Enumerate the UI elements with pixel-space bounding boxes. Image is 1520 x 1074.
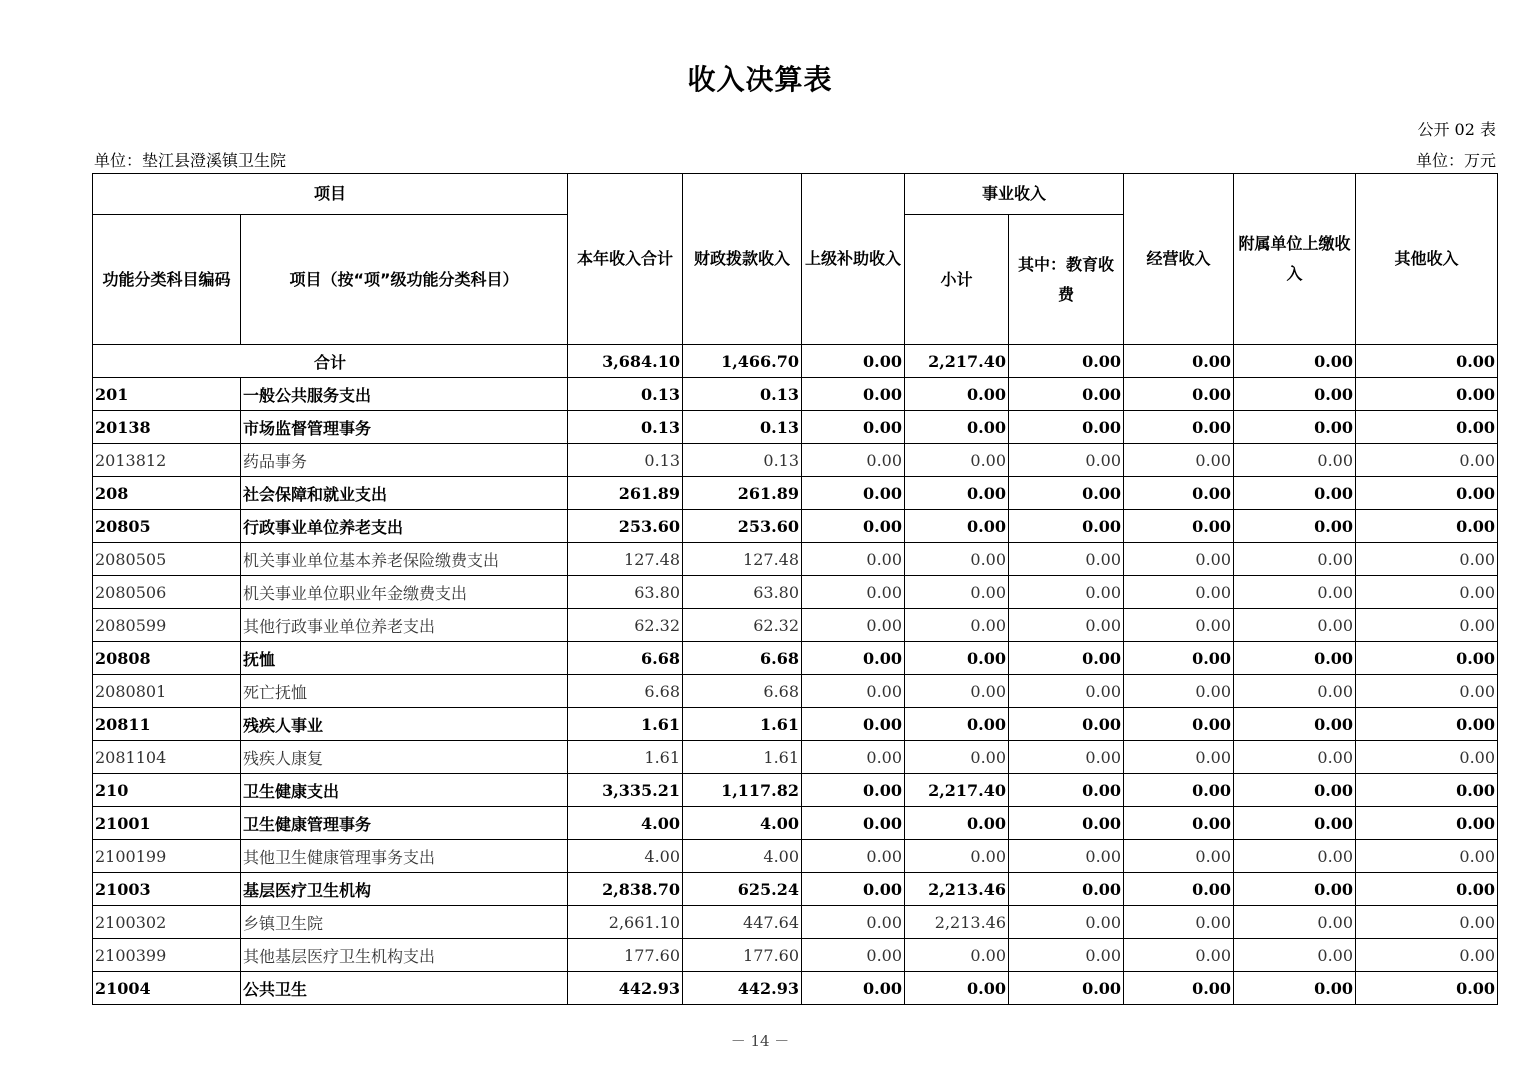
row-value: 0.00	[1356, 807, 1498, 840]
row-name: 机关事业单位职业年金缴费支出	[241, 576, 568, 609]
row-value: 442.93	[683, 972, 802, 1005]
row-value: 0.00	[1356, 939, 1498, 972]
row-value: 0.00	[905, 609, 1009, 642]
row-value: 1.61	[683, 708, 802, 741]
header-fiscal: 财政拨款收入	[683, 174, 802, 345]
total-cell: 1,466.70	[683, 345, 802, 378]
header-subtotal: 小计	[905, 215, 1009, 345]
row-value: 0.00	[802, 906, 905, 939]
row-value: 0.00	[1009, 642, 1124, 675]
table-row	[93, 708, 1498, 741]
row-value: 0.00	[1009, 972, 1124, 1005]
row-value: 177.60	[568, 939, 683, 972]
row-value: 0.00	[905, 444, 1009, 477]
row-code: 21003	[93, 873, 241, 906]
row-name: 其他卫生健康管理事务支出	[241, 840, 568, 873]
row-value: 0.00	[1124, 576, 1234, 609]
table-row	[93, 411, 1498, 444]
row-code: 2013812	[93, 444, 241, 477]
row-value: 0.00	[1009, 609, 1124, 642]
table-row	[93, 972, 1498, 1005]
row-name: 一般公共服务支出	[241, 378, 568, 411]
row-value: 0.00	[1234, 972, 1356, 1005]
header-superior: 上级补助收入	[802, 174, 905, 345]
row-value: 0.00	[802, 807, 905, 840]
row-value: 0.13	[683, 378, 802, 411]
row-value: 0.00	[802, 642, 905, 675]
row-value: 127.48	[568, 543, 683, 576]
row-value: 0.00	[802, 378, 905, 411]
total-cell: 0.00	[1124, 345, 1234, 378]
row-value: 0.00	[1356, 972, 1498, 1005]
row-value: 0.00	[1356, 741, 1498, 774]
total-cell: 0.00	[1009, 345, 1124, 378]
table-row	[93, 939, 1498, 972]
row-value: 0.00	[1234, 807, 1356, 840]
total-cell: 0.00	[1356, 345, 1498, 378]
row-value: 2,661.10	[568, 906, 683, 939]
row-value: 0.00	[1356, 576, 1498, 609]
row-value: 0.00	[1124, 675, 1234, 708]
row-value: 0.00	[905, 840, 1009, 873]
row-value: 1,117.82	[683, 774, 802, 807]
table-row	[93, 873, 1498, 906]
row-value: 0.13	[568, 444, 683, 477]
row-name: 抚恤	[241, 642, 568, 675]
table-row	[93, 675, 1498, 708]
page-title: 收入决算表	[687, 63, 833, 96]
row-value: 0.00	[1124, 378, 1234, 411]
row-value: 0.00	[1356, 774, 1498, 807]
header-operating: 经营收入	[1124, 174, 1234, 345]
row-name: 其他基层医疗卫生机构支出	[241, 939, 568, 972]
row-code: 21004	[93, 972, 241, 1005]
row-value: 0.00	[1124, 873, 1234, 906]
row-name: 残疾人事业	[241, 708, 568, 741]
income-statement-table	[92, 173, 1498, 1005]
row-name: 公共卫生	[241, 972, 568, 1005]
row-code: 201	[93, 378, 241, 411]
table-row	[93, 906, 1498, 939]
row-code: 20138	[93, 411, 241, 444]
row-value: 0.00	[1124, 543, 1234, 576]
row-code: 210	[93, 774, 241, 807]
row-value: 0.00	[1009, 675, 1124, 708]
row-value: 4.00	[683, 807, 802, 840]
row-value: 0.00	[905, 675, 1009, 708]
header-code: 功能分类科目编码	[93, 215, 241, 345]
row-value: 63.80	[568, 576, 683, 609]
row-value: 0.00	[1234, 378, 1356, 411]
row-value: 0.00	[905, 378, 1009, 411]
header-other: 其他收入	[1356, 174, 1498, 345]
row-code: 21001	[93, 807, 241, 840]
row-value: 442.93	[568, 972, 683, 1005]
row-code: 2081104	[93, 741, 241, 774]
row-value: 0.00	[905, 807, 1009, 840]
header-education: 其中：教育收费	[1009, 215, 1124, 345]
row-value: 0.00	[1234, 609, 1356, 642]
row-value: 0.00	[905, 642, 1009, 675]
total-cell: 2,217.40	[905, 345, 1009, 378]
row-code: 208	[93, 477, 241, 510]
row-value: 0.00	[1124, 642, 1234, 675]
row-value: 0.00	[1356, 477, 1498, 510]
row-value: 0.00	[802, 411, 905, 444]
row-value: 0.00	[1234, 873, 1356, 906]
row-name: 乡镇卫生院	[241, 906, 568, 939]
row-value: 0.00	[1124, 411, 1234, 444]
row-code: 2100399	[93, 939, 241, 972]
table-row	[93, 609, 1498, 642]
table-row	[93, 510, 1498, 543]
row-value: 0.00	[1009, 444, 1124, 477]
row-value: 0.00	[1234, 675, 1356, 708]
form-number: 公开 02 表	[1417, 120, 1496, 139]
row-value: 0.00	[1124, 840, 1234, 873]
row-value: 0.00	[1124, 774, 1234, 807]
table-row	[93, 543, 1498, 576]
row-value: 0.00	[1009, 510, 1124, 543]
row-value: 0.00	[1124, 609, 1234, 642]
row-value: 6.68	[683, 642, 802, 675]
table-row	[93, 477, 1498, 510]
row-value: 1.61	[683, 741, 802, 774]
row-value: 0.00	[905, 576, 1009, 609]
page-number: － 14 －	[730, 1032, 790, 1050]
row-value: 62.32	[568, 609, 683, 642]
row-value: 0.00	[802, 972, 905, 1005]
row-name: 死亡抚恤	[241, 675, 568, 708]
row-value: 177.60	[683, 939, 802, 972]
row-value: 0.00	[802, 708, 905, 741]
row-value: 0.13	[683, 411, 802, 444]
total-cell: 0.00	[1234, 345, 1356, 378]
row-name: 残疾人康复	[241, 741, 568, 774]
row-value: 0.00	[1356, 378, 1498, 411]
row-value: 0.00	[1356, 411, 1498, 444]
row-value: 127.48	[683, 543, 802, 576]
row-value: 2,838.70	[568, 873, 683, 906]
row-value: 0.00	[1124, 444, 1234, 477]
row-value: 0.00	[905, 477, 1009, 510]
row-value: 0.00	[1124, 906, 1234, 939]
row-value: 6.68	[568, 675, 683, 708]
row-code: 2080801	[93, 675, 241, 708]
row-value: 0.00	[1356, 906, 1498, 939]
row-value: 0.00	[905, 708, 1009, 741]
table-row	[93, 774, 1498, 807]
row-value: 0.00	[1009, 576, 1124, 609]
row-value: 0.00	[1124, 510, 1234, 543]
row-value: 0.00	[1009, 807, 1124, 840]
row-value: 0.00	[802, 873, 905, 906]
row-value: 0.00	[1234, 411, 1356, 444]
reporting-unit: 单位：垫江县澄溪镇卫生院	[94, 151, 287, 170]
row-value: 0.00	[802, 510, 905, 543]
row-value: 0.00	[1356, 543, 1498, 576]
row-value: 0.00	[1356, 510, 1498, 543]
row-value: 0.00	[1234, 477, 1356, 510]
row-value: 0.13	[683, 444, 802, 477]
row-code: 20811	[93, 708, 241, 741]
table-row	[93, 444, 1498, 477]
row-value: 2,217.40	[905, 774, 1009, 807]
row-value: 0.00	[1124, 807, 1234, 840]
row-value: 0.00	[1009, 873, 1124, 906]
total-label: 合计	[93, 345, 568, 378]
row-value: 0.00	[905, 939, 1009, 972]
row-value: 0.00	[802, 444, 905, 477]
row-code: 20805	[93, 510, 241, 543]
row-code: 2100199	[93, 840, 241, 873]
total-row	[93, 345, 1498, 378]
row-code: 2080506	[93, 576, 241, 609]
header-affiliated: 附属单位上缴收入	[1234, 174, 1356, 345]
row-value: 0.00	[905, 741, 1009, 774]
row-code: 20808	[93, 642, 241, 675]
table-row	[93, 576, 1498, 609]
row-value: 1.61	[568, 708, 683, 741]
row-value: 0.00	[1356, 444, 1498, 477]
header-item: 项目	[93, 174, 568, 215]
row-name: 其他行政事业单位养老支出	[241, 609, 568, 642]
row-value: 0.00	[1009, 906, 1124, 939]
row-value: 0.00	[802, 675, 905, 708]
header-total: 本年收入合计	[568, 174, 683, 345]
row-value: 261.89	[683, 477, 802, 510]
row-value: 0.00	[1234, 543, 1356, 576]
row-value: 0.00	[1124, 939, 1234, 972]
currency-unit: 单位：万元	[1415, 151, 1496, 170]
row-value: 0.13	[568, 378, 683, 411]
row-code: 2100302	[93, 906, 241, 939]
row-value: 0.00	[1356, 642, 1498, 675]
total-cell: 3,684.10	[568, 345, 683, 378]
row-name: 药品事务	[241, 444, 568, 477]
row-value: 0.00	[1234, 741, 1356, 774]
row-value: 0.00	[802, 543, 905, 576]
row-value: 0.00	[802, 840, 905, 873]
table-row	[93, 840, 1498, 873]
row-value: 0.00	[1234, 840, 1356, 873]
row-code: 2080505	[93, 543, 241, 576]
row-value: 6.68	[568, 642, 683, 675]
row-value: 0.00	[905, 510, 1009, 543]
row-value: 0.00	[1124, 708, 1234, 741]
row-value: 0.00	[1234, 444, 1356, 477]
row-value: 0.00	[1009, 840, 1124, 873]
table-row	[93, 378, 1498, 411]
table-row	[93, 807, 1498, 840]
row-value: 0.00	[1009, 741, 1124, 774]
row-value: 261.89	[568, 477, 683, 510]
row-value: 0.00	[1356, 873, 1498, 906]
row-value: 0.00	[1234, 939, 1356, 972]
row-name: 行政事业单位养老支出	[241, 510, 568, 543]
row-value: 2,213.46	[905, 906, 1009, 939]
row-value: 0.00	[1234, 642, 1356, 675]
row-value: 0.00	[802, 576, 905, 609]
row-value: 62.32	[683, 609, 802, 642]
row-value: 0.00	[905, 972, 1009, 1005]
row-value: 0.00	[802, 774, 905, 807]
table-row	[93, 741, 1498, 774]
row-name: 卫生健康管理事务	[241, 807, 568, 840]
row-code: 2080599	[93, 609, 241, 642]
row-value: 3,335.21	[568, 774, 683, 807]
row-value: 1.61	[568, 741, 683, 774]
row-value: 0.00	[1009, 708, 1124, 741]
row-name: 市场监督管理事务	[241, 411, 568, 444]
table-row	[93, 642, 1498, 675]
row-value: 0.00	[1009, 774, 1124, 807]
row-value: 0.00	[1009, 411, 1124, 444]
row-value: 4.00	[683, 840, 802, 873]
row-value: 0.00	[1356, 609, 1498, 642]
row-value: 0.00	[1234, 708, 1356, 741]
row-value: 253.60	[568, 510, 683, 543]
row-value: 2,213.46	[905, 873, 1009, 906]
row-value: 4.00	[568, 807, 683, 840]
row-value: 0.00	[1356, 840, 1498, 873]
row-value: 0.00	[1124, 741, 1234, 774]
row-value: 0.00	[1009, 378, 1124, 411]
header-name: 项目（按“项”级功能分类科目）	[241, 215, 568, 345]
row-value: 0.00	[1234, 576, 1356, 609]
row-name: 社会保障和就业支出	[241, 477, 568, 510]
row-value: 0.00	[1234, 906, 1356, 939]
row-value: 0.00	[1356, 708, 1498, 741]
row-value: 0.00	[905, 543, 1009, 576]
total-cell: 0.00	[802, 345, 905, 378]
row-value: 625.24	[683, 873, 802, 906]
row-value: 0.13	[568, 411, 683, 444]
header-business: 事业收入	[905, 174, 1124, 215]
row-value: 0.00	[802, 609, 905, 642]
row-value: 0.00	[905, 411, 1009, 444]
row-name: 基层医疗卫生机构	[241, 873, 568, 906]
row-value: 0.00	[1009, 939, 1124, 972]
row-value: 0.00	[802, 477, 905, 510]
row-value: 0.00	[802, 741, 905, 774]
row-value: 0.00	[1356, 675, 1498, 708]
row-value: 0.00	[1234, 510, 1356, 543]
row-value: 0.00	[802, 939, 905, 972]
row-value: 0.00	[1009, 543, 1124, 576]
row-value: 0.00	[1124, 477, 1234, 510]
row-value: 253.60	[683, 510, 802, 543]
row-value: 4.00	[568, 840, 683, 873]
row-value: 63.80	[683, 576, 802, 609]
row-value: 0.00	[1009, 477, 1124, 510]
row-value: 447.64	[683, 906, 802, 939]
row-value: 0.00	[1124, 972, 1234, 1005]
row-value: 6.68	[683, 675, 802, 708]
row-value: 0.00	[1234, 774, 1356, 807]
row-name: 卫生健康支出	[241, 774, 568, 807]
row-name: 机关事业单位基本养老保险缴费支出	[241, 543, 568, 576]
